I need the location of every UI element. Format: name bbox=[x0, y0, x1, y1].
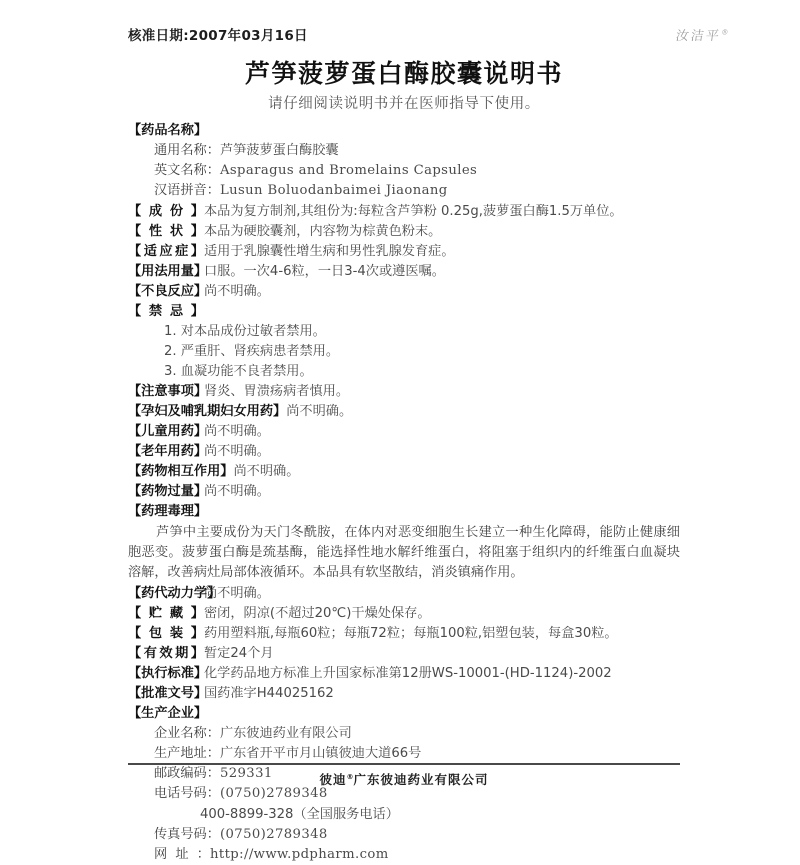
manufacturer-phone-value: (0750)2789348 bbox=[219, 786, 328, 802]
section-label-shelf-life: 【有效期】 bbox=[128, 646, 204, 662]
approval-date: 核准日期:2007年03月16日 bbox=[128, 28, 308, 44]
section-label-overdose: 【药物过量】 bbox=[128, 484, 208, 500]
footer-registered-trademark-icon: ® bbox=[346, 772, 354, 781]
section-composition bbox=[128, 202, 680, 222]
drug-name-english-value: Asparagus and Bromelains Capsules bbox=[219, 163, 478, 179]
section-label-interactions: 【药物相互作用】 bbox=[128, 464, 234, 480]
section-interactions bbox=[128, 462, 680, 482]
section-text-adverse-reactions: 尚不明确。 bbox=[204, 283, 270, 299]
manufacturer-address bbox=[128, 744, 680, 764]
section-text-approval-number: 国药准字H44025162 bbox=[204, 686, 334, 702]
manufacturer-fax-value: (0750)2789348 bbox=[219, 826, 328, 842]
footer-company-name: 广东彼迪药业有限公司 bbox=[353, 772, 489, 787]
section-geriatric bbox=[128, 442, 680, 462]
section-label-manufacturer: 【生产企业】 bbox=[128, 706, 208, 722]
manufacturer-fax-key: 传真号码： bbox=[154, 826, 220, 842]
manufacturer-address-key: 生产地址： bbox=[154, 746, 220, 762]
page-subtitle: 请仔细阅读说明书并在医师指导下使用。 bbox=[268, 96, 540, 113]
section-label-composition: 【成份】 bbox=[128, 203, 204, 219]
section-text-indications: 适用于乳腺囊性增生病和男性乳腺发育症。 bbox=[204, 243, 455, 259]
manufacturer-company-value: 广东彼迪药业有限公司 bbox=[219, 726, 352, 742]
brand-logo-text: 汝洁平 bbox=[674, 29, 722, 44]
manufacturer-postcode-value: 529331 bbox=[219, 766, 273, 782]
drug-name-pinyin-key: 汉语拼音： bbox=[154, 183, 220, 199]
drug-name-pinyin bbox=[128, 181, 680, 201]
section-text-interactions: 尚不明确。 bbox=[233, 464, 300, 480]
section-approval-number bbox=[128, 684, 680, 704]
manufacturer-phone-key: 电话号码： bbox=[154, 786, 220, 802]
footer bbox=[128, 763, 680, 788]
drug-name-pinyin-value: Lusun Boluodanbaimei Jiaonang bbox=[219, 183, 448, 199]
section-contraindications bbox=[128, 302, 680, 322]
section-label-pharmacology: 【药理毒理】 bbox=[128, 504, 208, 520]
section-text-pharmacology: 芦笋中主要成份为天门冬酰胺，在体内对恶变细胞生长建立一种生化障碍，能防止健康细胞恶变。菠萝蛋白酶是巯基酶，能选择性地水解纤维蛋白，将阻塞于组织内的纤维蛋白血凝块溶解，改善病灶局部体液循环。本品具有软坚散结，消炎镇痛作用。 bbox=[128, 524, 680, 581]
section-description bbox=[128, 222, 680, 242]
drug-name-generic-key: 通用名称： bbox=[154, 143, 220, 159]
contraindication-item: 1. 对本品成份过敏者禁用。 bbox=[164, 323, 326, 339]
section-storage bbox=[128, 604, 680, 624]
drug-name-generic-value: 芦笋菠萝蛋白酶胶囊 bbox=[219, 143, 339, 159]
contraindication-item: 2. 严重肝、肾疾病患者禁用。 bbox=[164, 343, 340, 359]
manufacturer-website bbox=[128, 845, 680, 865]
section-label-description: 【性状】 bbox=[128, 223, 204, 239]
section-pregnancy bbox=[128, 402, 680, 422]
insert-body bbox=[128, 121, 680, 864]
section-precautions bbox=[128, 382, 680, 402]
registered-trademark-icon: ® bbox=[720, 28, 729, 37]
section-text-pediatric: 尚不明确。 bbox=[204, 424, 270, 440]
section-packaging bbox=[128, 624, 680, 644]
page-title: 芦笋菠萝蛋白酶胶囊说明书 bbox=[244, 59, 563, 88]
drug-name-generic bbox=[128, 141, 680, 161]
section-text-geriatric: 尚不明确。 bbox=[204, 444, 270, 460]
section-text-storage: 密闭，阴凉(不超过20℃)干燥处保存。 bbox=[204, 605, 431, 621]
brand-logo-mark bbox=[675, 25, 730, 44]
section-label-pediatric: 【儿童用药】 bbox=[128, 424, 208, 440]
section-indications bbox=[128, 242, 680, 262]
section-standard bbox=[128, 664, 680, 684]
section-text-precautions: 肾炎、胃溃疡病者慎用。 bbox=[204, 384, 350, 400]
section-adverse-reactions bbox=[128, 282, 680, 302]
section-text-pregnancy: 尚不明确。 bbox=[286, 404, 353, 420]
section-pharmacokinetics bbox=[128, 584, 680, 604]
title-block bbox=[128, 58, 680, 113]
section-text-dosage: 口服。一次4-6粒，一日3-4次或遵医嘱。 bbox=[204, 263, 445, 279]
manufacturer-website-key: 网址： bbox=[154, 846, 210, 862]
header bbox=[128, 24, 729, 54]
section-label-packaging: 【包装】 bbox=[128, 625, 204, 641]
section-text-pharmacokinetics: 尚不明确。 bbox=[204, 585, 270, 601]
section-label-adverse-reactions: 【不良反应】 bbox=[128, 283, 208, 299]
section-text-description: 本品为硬胶囊剂，内容物为棕黄色粉末。 bbox=[204, 223, 442, 239]
section-label-geriatric: 【老年用药】 bbox=[128, 444, 208, 460]
section-label-precautions: 【注意事项】 bbox=[128, 384, 208, 400]
section-label-pregnancy: 【孕妇及哺乳期妇女用药】 bbox=[128, 404, 287, 420]
section-shelf-life bbox=[128, 644, 680, 664]
drug-name-english-key: 英文名称： bbox=[154, 163, 220, 179]
section-overdose bbox=[128, 482, 680, 502]
section-label-dosage: 【用法用量】 bbox=[128, 263, 208, 279]
section-text-packaging: 药用塑料瓶,每瓶60粒；每瓶72粒；每瓶100粒,铝塑包装，每盒30粒。 bbox=[204, 625, 618, 641]
manufacturer-address-value: 广东省开平市月山镇彼迪大道66号 bbox=[219, 746, 422, 762]
section-pediatric bbox=[128, 422, 680, 442]
section-label-storage: 【贮藏】 bbox=[128, 605, 204, 621]
manufacturer-company-key: 企业名称： bbox=[154, 726, 220, 742]
section-text-shelf-life: 暂定24个月 bbox=[204, 646, 274, 662]
section-label-pharmacokinetics: 【药代动力学】 bbox=[128, 585, 221, 601]
section-text-overdose: 尚不明确。 bbox=[204, 484, 270, 500]
section-text-standard: 化学药品地方标准上升国家标准第12册WS-10001-(HD-1124)-2002 bbox=[204, 666, 612, 682]
footer-company-line bbox=[128, 770, 680, 788]
section-label-contraindications: 【禁忌】 bbox=[128, 303, 204, 319]
footer-brand: 彼迪 bbox=[319, 772, 347, 787]
section-dosage bbox=[128, 262, 680, 282]
manufacturer-postcode-key: 邮政编码： bbox=[154, 766, 220, 782]
section-label-standard: 【执行标准】 bbox=[128, 666, 208, 682]
drug-name-english bbox=[128, 161, 680, 181]
footer-divider bbox=[128, 763, 680, 765]
section-label-approval-number: 【批准文号】 bbox=[128, 686, 208, 702]
section-label-indications: 【适应症】 bbox=[128, 243, 204, 259]
section-text-composition: 本品为复方制剂,其组份为:每粒含芦笋粉 0.25g,菠萝蛋白酶1.5万单位。 bbox=[204, 203, 623, 219]
manufacturer-website-value: http://www.pdpharm.com bbox=[210, 846, 389, 862]
manufacturer-fax bbox=[128, 825, 680, 845]
manufacturer-hotline: 400-8899-328（全国服务电话） bbox=[200, 806, 399, 822]
section-label-drug-name: 【药品名称】 bbox=[128, 123, 208, 139]
contraindication-item: 3. 血凝功能不良者禁用。 bbox=[164, 364, 313, 379]
manufacturer-company bbox=[128, 724, 680, 744]
